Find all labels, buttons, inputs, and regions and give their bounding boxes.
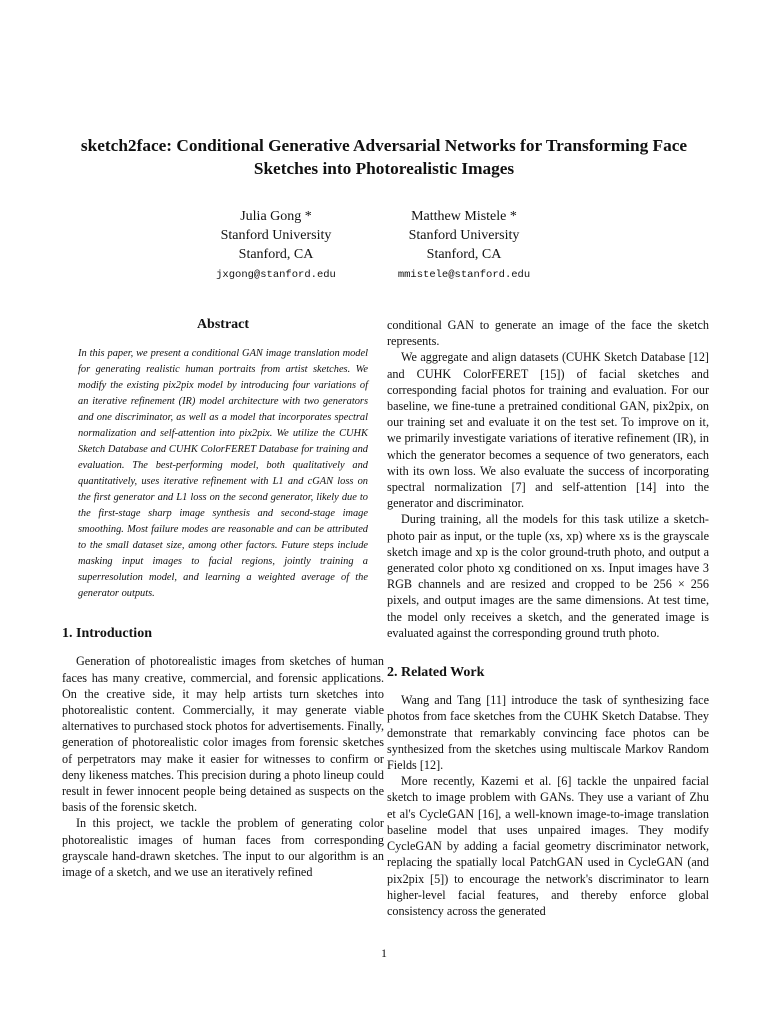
right-column [387,317,709,919]
author-email: jxgong@stanford.edu [216,269,336,281]
left-column [62,317,384,880]
related-paragraph: Wang and Tang [11] introduce the task of synthesizing face photos from face sketches from the CUHK Sketch Databse. They demonstrate that remarkably convincing face photos can be synthesized from the sketches using multiscale Markov Random Fields [12]. [387,693,709,773]
intro-paragraph: Generation of photorealistic images from sketches of human faces has many creative, commercial, and forensic applications. On the creative side, it may help artists turn sketches into photorealistic content. Commercially, it may generate viable alternatives to purchased stock photos for advertisements. Finally, generation of photorealistic color images from forensic sketches of perpetrators may make it easier for witnesses to confirm or deny likeness matches. This precision during a photo lineup could result in fewer innocent people being detained as suspects on the basis of the forensic sketch. [62,654,385,815]
intro-paragraph: In this project, we tackle the problem of generating color photorealistic images of human faces from corresponding grayscale hand-drawn sketches. The input to our algorithm is an image of a sketch, and we use an iteratively refined [62,816,384,880]
body-paragraph: During training, all the models for this task utilize a sketch-photo pair as input, or the tuple (xs, xp) where xs is the grayscale sketch image and xp is the color ground-truth photo, and output a generated color photo xg conditioned on xs. Input images have 3 RGB channels and are resized and cropped to be 256 × 256 pixels, and output images are the same dimensions. At test time, the model only receives a sketch, and the generated image is evaluated against the corresponding ground truth photo. [387,512,709,640]
author-name: Matthew Mistele * [411,209,517,224]
author-name: Julia Gong * [240,209,312,224]
page-number: 1 [381,946,387,960]
author-block-2 [364,207,564,285]
author-location: Stanford, CA [238,247,314,262]
related-work-heading: 2. Related Work [387,665,485,681]
body-paragraph: conditional GAN to generate an image of the face the sketch represents. [387,318,709,349]
author-location: Stanford, CA [426,247,502,262]
body-paragraph: We aggregate and align datasets (CUHK Sketch Database [12] and CUHK ColorFERET [15]) of facial sketches and corresponding facial photos for training and evaluation. For our baseline, we fine-tune a pretrained conditional GAN, pix2pix, on our training set and evaluate it on the test set. To improve on it, we primarily investigate variations of iterative refinement (IR), in which the generator becomes a sequence of two generators, each with its own loss. We also evaluate the success of incorporating spectral normalization [7] and self-attention [14] into the generator and discriminator. [387,350,709,511]
author-block-1 [176,207,376,285]
paper-title: sketch2face: Conditional Generative Adversarial Networks for Transforming Face Sketches into Photorealistic Images [80,136,688,178]
abstract-heading: Abstract [196,317,250,332]
introduction-heading: 1. Introduction [62,626,152,642]
author-email: mmistele@stanford.edu [397,269,531,281]
related-paragraph: More recently, Kazemi et al. [6] tackle the unpaired facial sketch to image problem with GANs. They use a variant of Zhu et al's CycleGAN [16], a well-known image-to-image translation baseline model that uses unpaired images. They modify CycleGAN by adding a facial geometry discriminator network, replacing the spatially local PatchGAN used in CycleGAN (and pix2pix [5]) to encourage the network's discriminator to learn higher-level facial features, and thereby enforce global consistency across the generated [387,774,709,918]
author-affiliation: Stanford University [220,228,332,243]
author-affiliation: Stanford University [408,228,520,243]
abstract-text: In this paper, we present a conditional GAN image translation model for generating realistic human portraits from artist sketches. We modify the existing pix2pix model by introducing four variations of an iterative refinement (IR) model architecture with two generators and one discriminator, as well as a model that incorporates spectral normalization and self-attention into pix2pix. We utilize the CUHK Sketch Database and CUHK ColorFERET Database for training and evaluation. The best-performing model, both qualitatively and quantitatively, uses iterative refinement with L1 and cGAN loss on the first generator and L1 loss on the second generator, likely due to the first-stage sharp image synthesis and second-stage image smoothing. Most failure modes are reasonable and can be attributed to the small dataset size, among other factors. Future steps include masking input images to facial regions, jointly training a superresolution model, and learning a weighted average of the generator outputs. [78,348,368,600]
